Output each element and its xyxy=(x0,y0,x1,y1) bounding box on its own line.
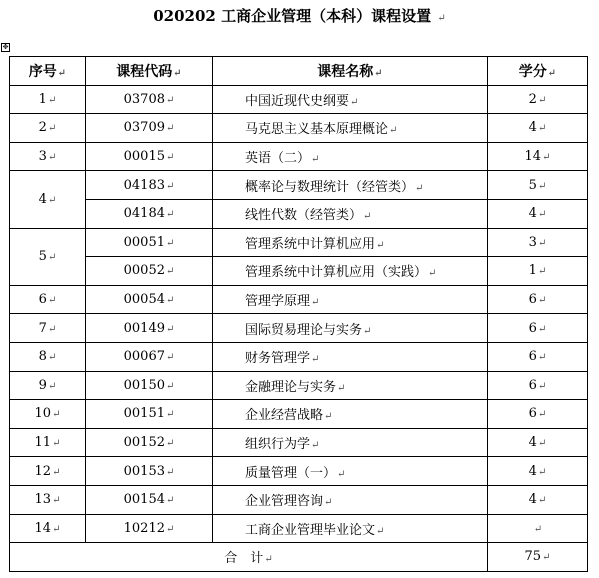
table-row xyxy=(10,171,588,200)
course-name-cell: 概率论与数理统计（经管类）↵ xyxy=(213,171,488,200)
course-name-cell: 英语（二）↵ xyxy=(213,142,488,171)
course-name-cell: 企业经营战略↵ xyxy=(213,400,488,429)
paragraph-mark-icon: ↵ xyxy=(389,125,398,137)
paragraph-mark-icon: ↵ xyxy=(337,382,346,394)
table-row xyxy=(10,199,588,228)
paragraph-mark-icon: ↵ xyxy=(165,438,175,450)
course-code-cell: 00154↵ xyxy=(86,485,213,514)
credit-cell: 6↵ xyxy=(488,342,588,371)
course-code-cell: 00051↵ xyxy=(86,228,213,257)
course-code-cell: 04184↵ xyxy=(86,199,213,228)
credit-cell: 4↵ xyxy=(488,485,588,514)
course-code-cell: 00151↵ xyxy=(86,400,213,429)
credit-cell: 5↵ xyxy=(488,171,588,200)
paragraph-mark-icon: ↵ xyxy=(47,352,57,364)
paragraph-mark-icon: ↵ xyxy=(47,123,57,135)
paragraph-mark-icon: ↵ xyxy=(311,440,320,452)
seq-cell: 11↵ xyxy=(10,428,86,457)
paragraph-mark-icon: ↵ xyxy=(537,94,547,106)
paragraph-mark-icon: ↵ xyxy=(537,123,547,135)
course-code-cell: 10212↵ xyxy=(86,514,213,543)
paragraph-mark-icon: ↵ xyxy=(165,352,175,364)
paragraph-mark-icon: ↵ xyxy=(165,523,175,535)
credit-cell: 4↵ xyxy=(488,114,588,143)
paragraph-mark-icon: ↵ xyxy=(537,266,547,278)
paragraph-mark-icon: ↵ xyxy=(542,152,551,164)
seq-cell: 6↵ xyxy=(10,285,86,314)
total-label: 合 计↵ xyxy=(10,543,488,572)
course-name-cell: 线性代数（经管类）↵ xyxy=(213,199,488,228)
paragraph-mark-icon: ↵ xyxy=(428,268,437,280)
course-name-cell: 管理学原理↵ xyxy=(213,285,488,314)
paragraph-mark-icon: ↵ xyxy=(537,380,547,392)
table-row xyxy=(10,285,588,314)
table-row xyxy=(10,257,588,286)
course-name-cell: 工商企业管理毕业论文↵ xyxy=(213,514,488,543)
page-title xyxy=(0,4,599,28)
seq-cell: 7↵ xyxy=(10,314,86,343)
seq-cell: 12↵ xyxy=(10,457,86,486)
paragraph-mark-icon: ↵ xyxy=(415,182,424,194)
course-name-cell: 金融理论与实务↵ xyxy=(213,371,488,400)
table-row xyxy=(10,85,588,114)
paragraph-mark-icon: ↵ xyxy=(537,323,547,335)
course-name-cell: 财务管理学↵ xyxy=(213,342,488,371)
course-name-cell: 管理系统中计算机应用↵ xyxy=(213,228,488,257)
credit-cell: 4↵ xyxy=(488,457,588,486)
header-cell: 学分↵ xyxy=(488,57,588,86)
paragraph-mark-icon: ↵ xyxy=(47,94,57,106)
header-cell: 序号↵ xyxy=(10,57,86,86)
credit-cell: 1↵ xyxy=(488,257,588,286)
paragraph-mark-icon: ↵ xyxy=(165,266,175,278)
credit-cell: 6↵ xyxy=(488,314,588,343)
credit-cell: 2↵ xyxy=(488,85,588,114)
seq-cell: 1↵ xyxy=(10,85,86,114)
paragraph-mark-icon: ↵ xyxy=(165,466,175,478)
paragraph-mark-icon: ↵ xyxy=(363,211,372,223)
paragraph-mark-icon: ↵ xyxy=(437,13,446,24)
paragraph-mark-icon: ↵ xyxy=(537,352,547,364)
course-code-cell: 04183↵ xyxy=(86,171,213,200)
paragraph-mark-icon: ↵ xyxy=(376,239,385,251)
paragraph-mark-icon: ↵ xyxy=(47,252,57,264)
paragraph-mark-icon: ↵ xyxy=(537,495,547,507)
paragraph-mark-icon: ↵ xyxy=(165,323,175,335)
credit-cell: 6↵ xyxy=(488,400,588,429)
paragraph-mark-icon: ↵ xyxy=(47,323,57,335)
seq-cell: 10↵ xyxy=(10,400,86,429)
credit-cell: 4↵ xyxy=(488,199,588,228)
paragraph-mark-icon: ↵ xyxy=(52,523,61,535)
total-credit: 75↵ xyxy=(488,543,588,572)
credit-cell: 14↵ xyxy=(488,142,588,171)
seq-cell: 5↵ xyxy=(10,228,86,285)
table-row xyxy=(10,485,588,514)
course-name-cell: 国际贸易理论与实务↵ xyxy=(213,314,488,343)
seq-cell: 3↵ xyxy=(10,142,86,171)
paragraph-mark-icon: ↵ xyxy=(165,295,175,307)
seq-cell: 2↵ xyxy=(10,114,86,143)
table-row xyxy=(10,142,588,171)
course-name-cell: 马克思主义基本原理概论↵ xyxy=(213,114,488,143)
course-name-cell: 管理系统中计算机应用（实践）↵ xyxy=(213,257,488,286)
course-name-cell: 组织行为学↵ xyxy=(213,428,488,457)
course-code-cell: 00015↵ xyxy=(86,142,213,171)
paragraph-mark-icon: ↵ xyxy=(363,325,372,337)
paragraph-mark-icon: ↵ xyxy=(47,194,57,206)
paragraph-mark-icon: ↵ xyxy=(165,123,175,135)
paragraph-mark-icon: ↵ xyxy=(311,297,320,309)
paragraph-mark-icon: ↵ xyxy=(165,409,175,421)
course-code-cell: 00054↵ xyxy=(86,285,213,314)
table-row xyxy=(10,228,588,257)
paragraph-mark-icon: ↵ xyxy=(311,354,320,366)
credit-cell: 6↵ xyxy=(488,371,588,400)
table-row xyxy=(10,514,588,543)
header-cell: 课程代码↵ xyxy=(86,57,213,86)
table-row xyxy=(10,342,588,371)
paragraph-mark-icon: ↵ xyxy=(324,497,333,509)
seq-cell: 9↵ xyxy=(10,371,86,400)
seq-cell: 8↵ xyxy=(10,342,86,371)
paragraph-mark-icon: ↵ xyxy=(52,495,61,507)
course-table xyxy=(9,56,588,572)
paragraph-mark-icon: ↵ xyxy=(537,466,547,478)
paragraph-mark-icon: ↵ xyxy=(537,438,547,450)
move-handle-icon[interactable]: ✥ xyxy=(2,43,9,51)
seq-cell: 4↵ xyxy=(10,171,86,228)
paragraph-mark-icon: ↵ xyxy=(47,380,57,392)
table-row xyxy=(10,114,588,143)
course-code-cell: 00153↵ xyxy=(86,457,213,486)
seq-cell: 13↵ xyxy=(10,485,86,514)
table-header-row xyxy=(10,57,588,86)
paragraph-mark-icon: ↵ xyxy=(165,380,175,392)
course-code-cell: 00067↵ xyxy=(86,342,213,371)
credit-cell xyxy=(488,514,588,543)
course-code-cell: 00150↵ xyxy=(86,371,213,400)
paragraph-mark-icon: ↵ xyxy=(52,409,61,421)
paragraph-mark-icon: ↵ xyxy=(537,209,547,221)
paragraph-mark-icon: ↵ xyxy=(47,295,57,307)
paragraph-mark-icon: ↵ xyxy=(165,180,175,192)
table-row xyxy=(10,457,588,486)
course-name-cell: 质量管理（一）↵ xyxy=(213,457,488,486)
paragraph-mark-icon: ↵ xyxy=(537,180,547,192)
paragraph-mark-icon: ↵ xyxy=(311,154,320,166)
table-row xyxy=(10,400,588,429)
course-table-body xyxy=(10,85,588,543)
course-code-cell: 03709↵ xyxy=(86,114,213,143)
seq-cell: 14↵ xyxy=(10,514,86,543)
paragraph-mark-icon: ↵ xyxy=(165,495,175,507)
paragraph-mark-icon: ↵ xyxy=(537,237,547,249)
course-name-cell: 中国近现代史纲要↵ xyxy=(213,85,488,114)
table-row xyxy=(10,371,588,400)
paragraph-mark-icon: ↵ xyxy=(337,468,346,480)
paragraph-mark-icon: ↵ xyxy=(165,94,175,106)
paragraph-mark-icon: ↵ xyxy=(52,466,61,478)
credit-cell: 6↵ xyxy=(488,285,588,314)
course-code-cell: 00152↵ xyxy=(86,428,213,457)
paragraph-mark-icon: ↵ xyxy=(350,96,359,108)
course-name-cell: 企业管理咨询↵ xyxy=(213,485,488,514)
credit-cell: 4↵ xyxy=(488,428,588,457)
paragraph-mark-icon: ↵ xyxy=(376,525,385,537)
table-row xyxy=(10,314,588,343)
paragraph-mark-icon: ↵ xyxy=(324,411,333,423)
course-code-cell: 00149↵ xyxy=(86,314,213,343)
credit-cell: 3↵ xyxy=(488,228,588,257)
paragraph-mark-icon: ↵ xyxy=(165,152,175,164)
total-row xyxy=(10,543,588,572)
course-code-cell: 03708↵ xyxy=(86,85,213,114)
paragraph-mark-icon: ↵ xyxy=(52,438,61,450)
paragraph-mark-icon: ↵ xyxy=(165,237,175,249)
paragraph-mark-icon: ↵ xyxy=(47,152,57,164)
paragraph-mark-icon: ↵ xyxy=(165,209,175,221)
paragraph-mark-icon: ↵ xyxy=(537,295,547,307)
table-row xyxy=(10,428,588,457)
title-text: 020202 工商企业管理（本科）课程设置 xyxy=(153,7,432,25)
header-cell: 课程名称↵ xyxy=(213,57,488,86)
paragraph-mark-icon: ↵ xyxy=(533,523,543,535)
paragraph-mark-icon: ↵ xyxy=(537,409,547,421)
course-code-cell: 00052↵ xyxy=(86,257,213,286)
